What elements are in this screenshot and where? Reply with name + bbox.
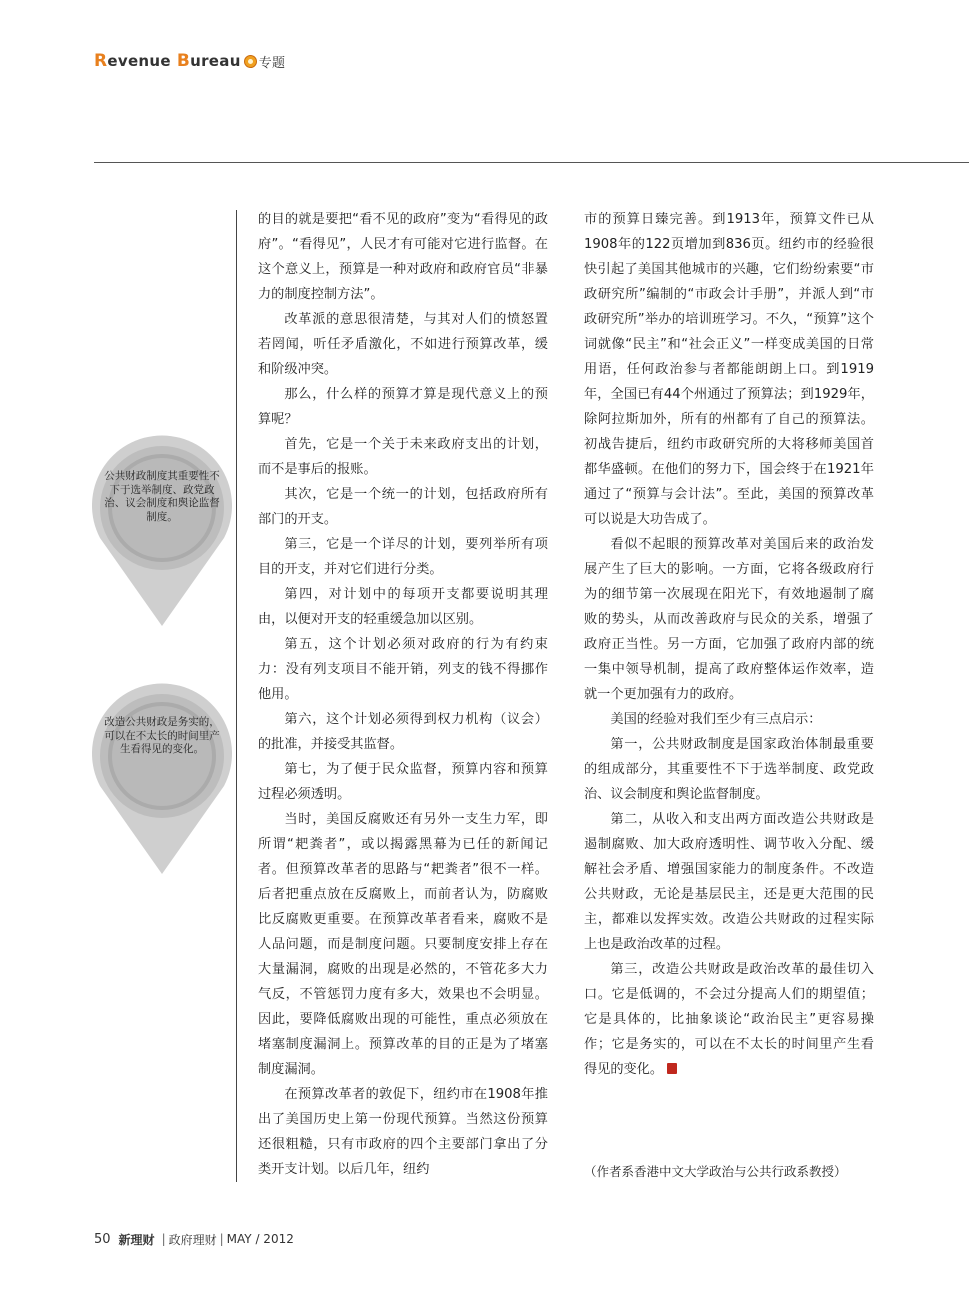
footer-separator: | bbox=[219, 1232, 224, 1246]
end-mark-icon bbox=[667, 1063, 677, 1074]
paragraph bbox=[258, 432, 548, 482]
author-byline: （作者系香港中文大学政治与公共行政系教授） bbox=[584, 1164, 847, 1179]
pullquote-pin-2 bbox=[80, 676, 244, 876]
paragraph-text: 第四，对计划中的每项开支都要说明其理由，以便对开支的轻重缓急加以区别。 bbox=[258, 587, 548, 627]
paragraph bbox=[584, 532, 874, 707]
paragraph-text: 那么，什么样的预算才算是现代意义上的预算呢？ bbox=[258, 387, 548, 427]
paragraph-text: 改革派的意思很清楚，与其对人们的愤怒置若罔闻，听任矛盾激化，不如进行预算改革，缓和阶级冲突。 bbox=[258, 312, 548, 377]
paragraph bbox=[258, 307, 548, 382]
pullquote-text: 公共财政制度其重要性不下于选举制度、政党政治、议会制度和舆论监督制度。 bbox=[104, 470, 220, 523]
pullquote-pin-1 bbox=[80, 428, 244, 628]
pin-shape-icon bbox=[80, 676, 244, 876]
page-footer bbox=[94, 1231, 294, 1247]
paragraph bbox=[258, 532, 548, 582]
pin-shape-icon bbox=[80, 428, 244, 628]
page-number: 50 bbox=[94, 1231, 111, 1247]
header-revenue-rest: evenue bbox=[107, 52, 171, 70]
paragraph-text: 第一，公共财政制度是国家政治体制最重要的组成部分，其重要性不下于选举制度、政党政治、议会制度和舆论监督制度。 bbox=[584, 737, 874, 802]
paragraph bbox=[258, 757, 548, 807]
section-tag: 专题 bbox=[258, 55, 286, 71]
paragraph-text: 第三，改造公共财政是政治改革的最佳切入口。它是低调的，不会过分提高人们的期望值；它是具体的，比抽象谈论“政治民主”更容易操作；它是务实的，可以在不太长的时间里产生看得见的变化。 bbox=[584, 962, 874, 1077]
paragraph-text: 第二，从收入和支出两方面改造公共财政是遏制腐败、加大政府透明性、调节收入分配、缓解社会矛盾、增强国家能力的制度条件。不改造公共财政，无论是基层民主，还是更大范围的民主，都难以发挥实效。改造公共财政的过程实际上也是政治改革的过程。 bbox=[584, 812, 874, 952]
section-header bbox=[94, 50, 285, 72]
paragraph-text: 的目的就是要把“看不见的政府”变为“看得见的政府”。“看得见”，人民才有可能对它进行监督。在这个意义上，预算是一种对政府和政府官员“非暴力的制度控制方法”。 bbox=[258, 212, 548, 302]
paragraph-text: 在预算改革者的敦促下，纽约市在1908年推出了美国历史上第一份现代预算。当然这份预算还很粗糙，只有市政府的四个主要部门拿出了分类开支计划。以后几年，纽约 bbox=[258, 1087, 548, 1177]
magazine-name: 新理财 bbox=[118, 1232, 155, 1247]
paragraph bbox=[258, 482, 548, 532]
header-r-letter: R bbox=[94, 51, 108, 71]
article-column-left bbox=[258, 207, 548, 1182]
paragraph bbox=[258, 632, 548, 707]
paragraph-text: 第六，这个计划必须得到权力机构（议会）的批准，并接受其监督。 bbox=[258, 712, 548, 752]
paragraph bbox=[258, 382, 548, 432]
paragraph bbox=[258, 582, 548, 632]
paragraph bbox=[584, 707, 874, 732]
article-column-right bbox=[584, 207, 874, 1082]
footer-separator: | bbox=[161, 1232, 166, 1246]
paragraph-text: 首先，它是一个关于未来政府支出的计划，而不是事后的报账。 bbox=[258, 437, 548, 477]
section-logo-icon bbox=[244, 55, 257, 68]
header-b-letter: B bbox=[176, 51, 191, 71]
paragraph-text: 其次，它是一个统一的计划，包括政府所有部门的开支。 bbox=[258, 487, 548, 527]
paragraph-text: 市的预算日臻完善。到1913年，预算文件已从1908年的122页增加到836页。纽约市的经验很快引起了美国其他城市的兴趣，它们纷纷索要“市政研究所”编制的“市政会计手册”，并派人到“市政研究所”举办的培训班学习。不久，“预算”这个词就像“民主”和“社会正义”一样变成美国的日常用语，任何政治参与者都能朗朗上口。到1919年，全国已有44个州通过了预算法；到1929年，除阿拉斯加外，所有的州都有了自己的预算法。初战告捷后，纽约市政研究所的大将移师美国首都华盛顿。在他们的努力下，国会终于在1921年通过了“预算与会计法”。至此，美国的预算改革可以说是大功告成了。 bbox=[584, 212, 874, 527]
paragraph-text: 第五，这个计划必须对政府的行为有约束力：没有列支项目不能开销，列支的钱不得挪作他用。 bbox=[258, 637, 548, 702]
paragraph-text: 看似不起眼的预算改革对美国后来的政治发展产生了巨大的影响。一方面，它将各级政府行为的细节第一次展现在阳光下，有效地遏制了腐败的势头，从而改善政府与民众的关系，增强了政府正当性。另一方面，它加强了政府内部的统一集中领导机制，提高了政府整体运作效率，造就一个更加强有力的政府。 bbox=[584, 537, 874, 702]
issue-date: MAY / 2012 bbox=[226, 1232, 294, 1246]
paragraph-text: 美国的经验对我们至少有三点启示： bbox=[610, 712, 822, 727]
paragraph bbox=[584, 732, 874, 807]
paragraph bbox=[584, 807, 874, 957]
paragraph-text: 第七，为了便于民众监督，预算内容和预算过程必须透明。 bbox=[258, 762, 548, 802]
paragraph bbox=[258, 207, 548, 307]
paragraph bbox=[258, 1082, 548, 1182]
pullquote-text: 改造公共财政是务实的，可以在不太长的时间里产生看得见的变化。 bbox=[104, 716, 220, 755]
paragraph-text: 当时，美国反腐败还有另外一支生力军，即所谓“耙粪者”，或以揭露黑幕为已任的新闻记者。但预算改革者的思路与“耙粪者”很不一样。后者把重点放在反腐败上，而前者认为，防腐败比反腐败更重要。在预算改革者看来，腐败不是人品问题，而是制度问题。只要制度安排上存在大量漏洞，腐败的出现是必然的，不管花多大力气反，不管惩罚力度有多大，效果也不会明显。因此，要降低腐败出现的可能性，重点必须放在堵塞制度漏洞上。预算改革的目的正是为了堵塞制度漏洞。 bbox=[258, 812, 548, 1077]
header-bureau-rest: ureau bbox=[190, 52, 241, 70]
paragraph bbox=[584, 957, 874, 1082]
paragraph bbox=[258, 807, 548, 1082]
edition-name: 政府理财 bbox=[168, 1232, 217, 1247]
header-divider bbox=[94, 162, 969, 163]
paragraph bbox=[258, 707, 548, 757]
paragraph-text: 第三，它是一个详尽的计划，要列举所有项目的开支，并对它们进行分类。 bbox=[258, 537, 548, 577]
paragraph bbox=[584, 207, 874, 532]
